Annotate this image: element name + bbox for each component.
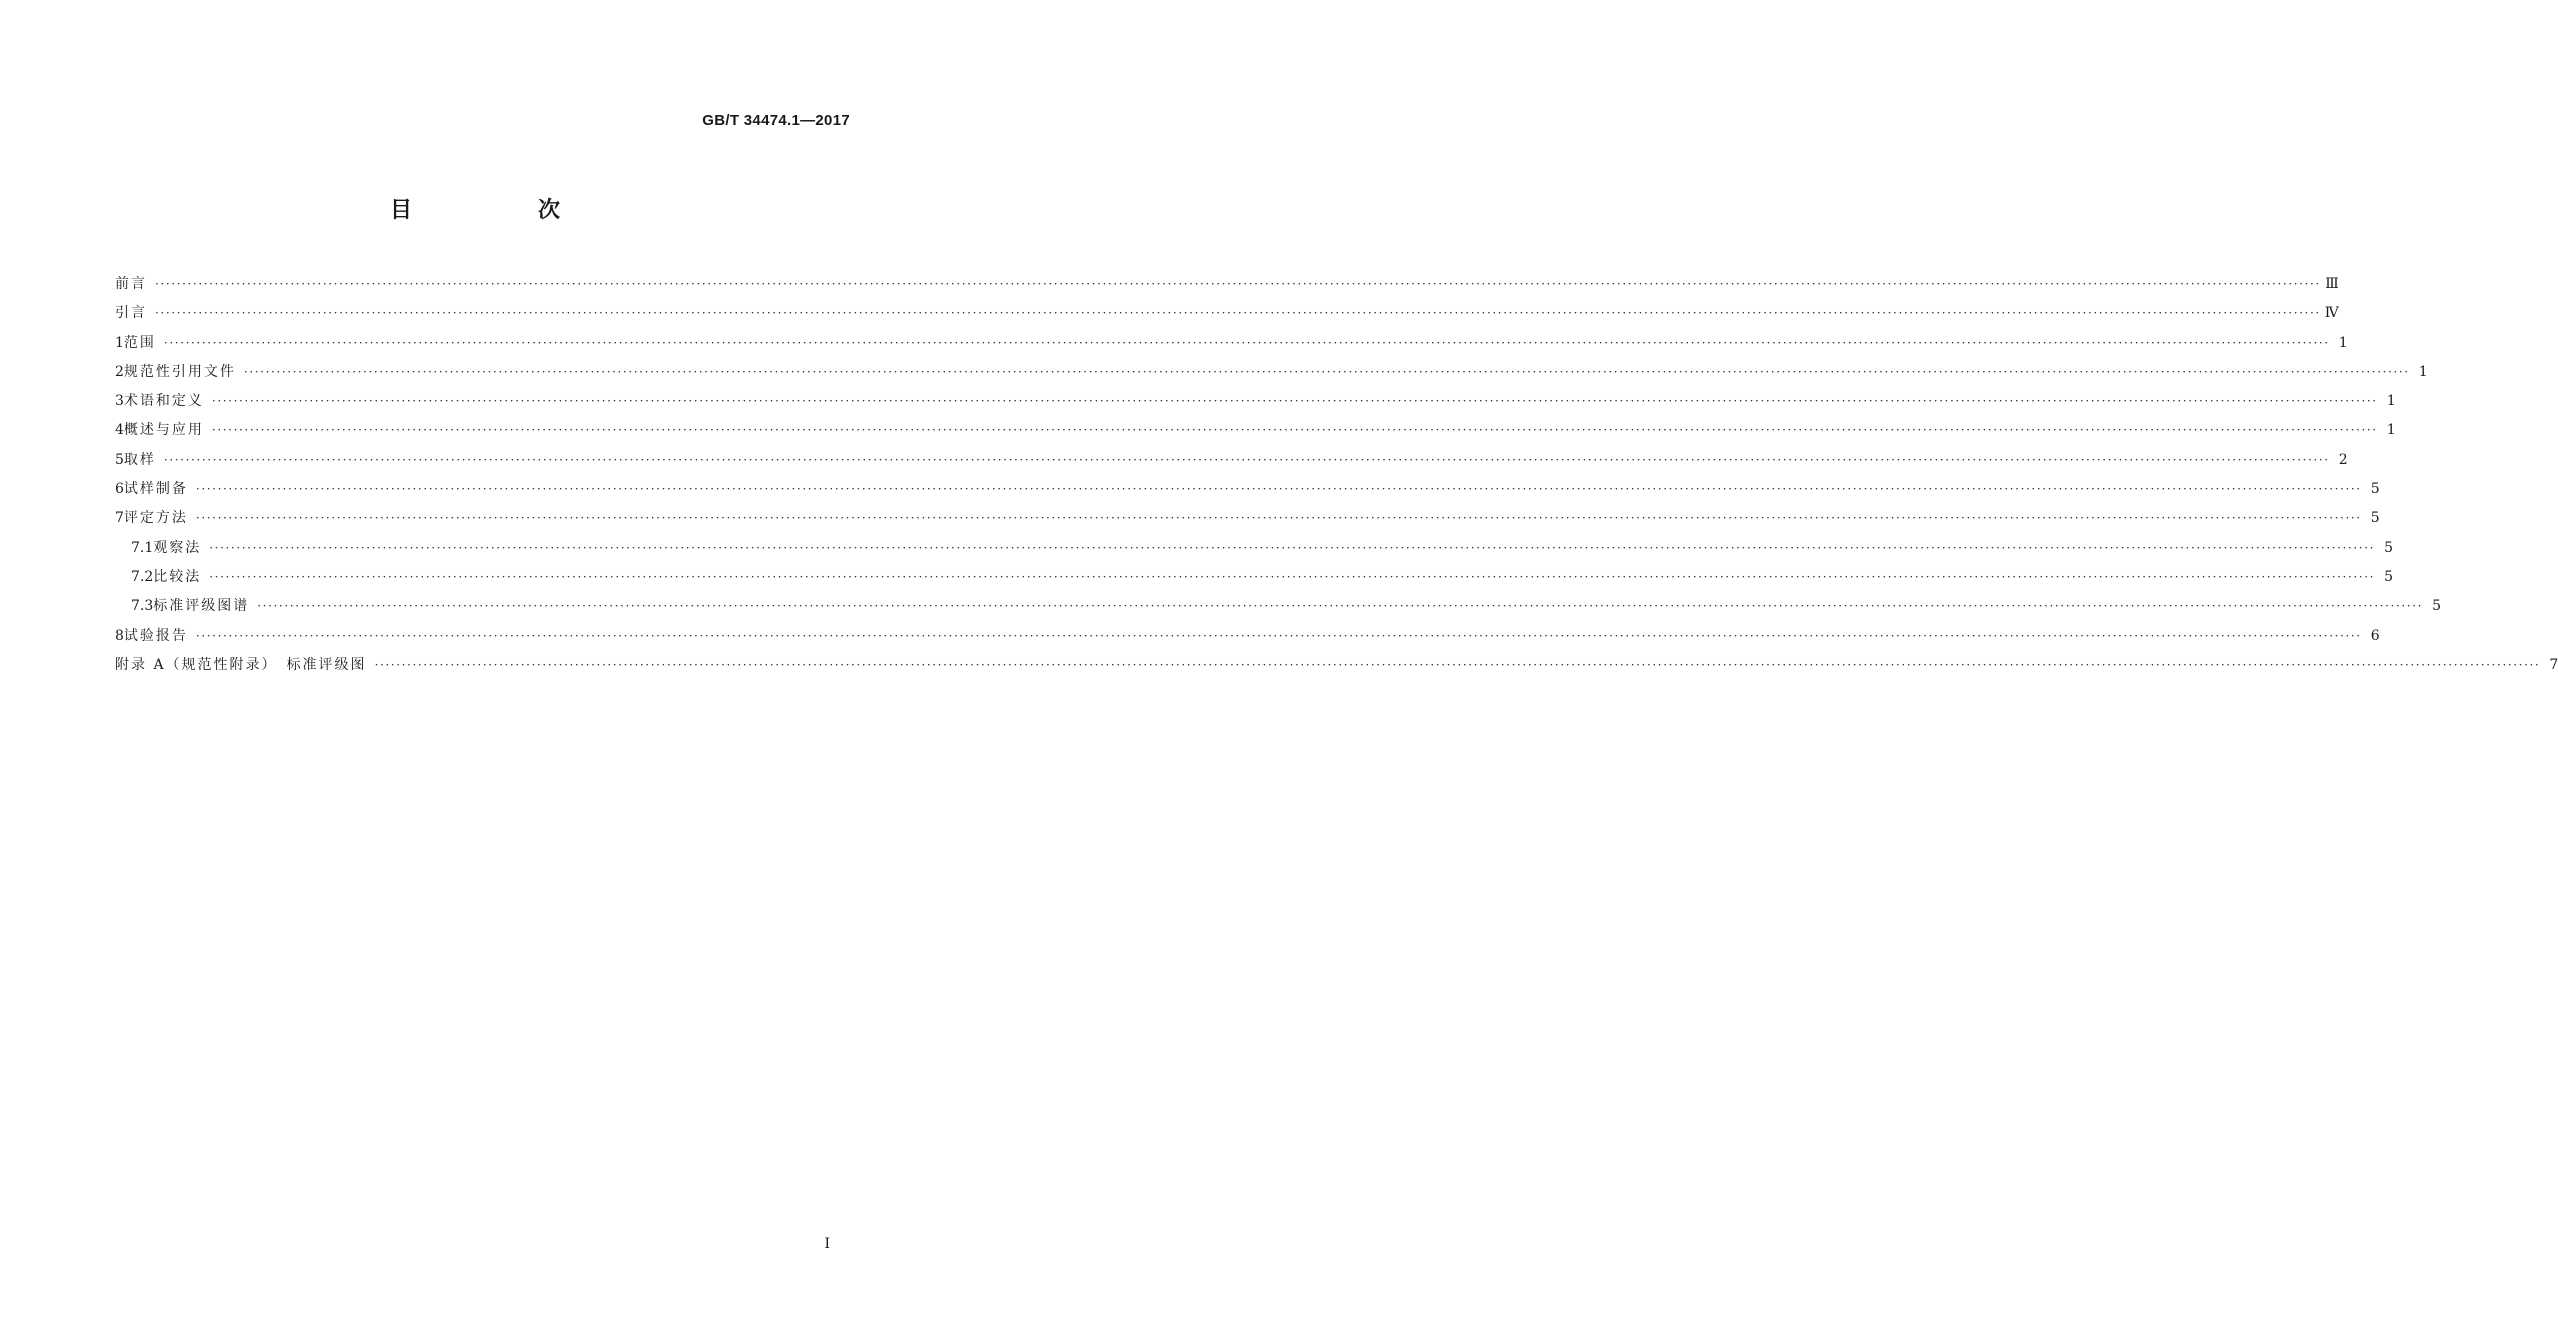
toc-subentry[interactable] <box>115 534 2394 563</box>
toc-entry-label: 前言 <box>115 276 147 292</box>
toc-entry[interactable] <box>115 504 2380 533</box>
toc-entry-label: 观察法 <box>153 539 202 556</box>
toc-entry-label: 标准评级图谱 <box>153 598 250 615</box>
toc-entry-number: 1 <box>115 334 124 351</box>
toc-entry-label: 试验报告 <box>123 627 188 644</box>
toc-leader-dots: ················································································································································································································································································································································································································ <box>209 540 2376 555</box>
toc-entry[interactable] <box>115 446 2348 475</box>
toc-leader-dots: ················································································································································································································································································································································································································ <box>155 306 2321 321</box>
toc-entry-number: 7 <box>115 510 124 527</box>
toc-entry-page: Ⅲ <box>2325 276 2339 292</box>
toc-entry-number: 7.3 <box>131 598 154 615</box>
toc-entry[interactable] <box>115 270 2339 299</box>
toc-leader-dots: ················································································································································································································································································································································································································ <box>163 335 2330 350</box>
toc-entry-page: Ⅳ <box>2324 305 2339 322</box>
toc-entry-page: 5 <box>2384 568 2394 585</box>
toc-entry-label: 附录 A（规范性附录） 标准评级图 <box>115 656 367 673</box>
toc-entry[interactable] <box>115 329 2348 358</box>
toc-leader-dots: ················································································································································································································································································································································································································ <box>257 599 2424 614</box>
toc-entry-page: 7 <box>2549 656 2558 673</box>
toc-entry-appendix[interactable] <box>115 651 2558 680</box>
toc-entry-page: 1 <box>2338 334 2348 351</box>
toc-entry-label: 引言 <box>115 305 147 322</box>
toc-entry-number: 2 <box>115 363 124 380</box>
toc-entry[interactable] <box>115 475 2380 504</box>
toc-entry-number: 7.2 <box>131 568 154 585</box>
toc-entry-number: 5 <box>115 451 124 468</box>
toc-entry-label: 比较法 <box>153 568 202 585</box>
toc-entry-label: 规范性引用文件 <box>123 363 236 380</box>
toc-entry-label: 范围 <box>123 334 156 351</box>
toc-subentry[interactable] <box>115 563 2394 592</box>
toc-entry[interactable] <box>115 387 2396 416</box>
toc-leader-dots: ················································································································································································································································································································································································································ <box>163 452 2330 467</box>
page-number: I <box>824 1236 830 1252</box>
toc-entry-label: 概述与应用 <box>123 422 204 439</box>
toc-leader-dots: ················································································································································································································································································································································································································ <box>155 277 2321 291</box>
toc-entry-number: 3 <box>115 393 124 410</box>
page-title: 目 次 <box>389 198 612 223</box>
toc-leader-dots: ················································································································································································································································································································································································································ <box>211 394 2378 409</box>
toc-leader-dots: ················································································································································································································································································································································································································ <box>195 511 2362 526</box>
toc-subentry[interactable] <box>115 592 2442 621</box>
toc-leader-dots: ················································································································································································································································································································································································································ <box>374 657 2541 672</box>
toc-entry-number: 7.1 <box>131 539 154 556</box>
toc-entry-page: 1 <box>2418 363 2428 380</box>
toc-entry-page: 5 <box>2432 598 2442 615</box>
toc-entry-number: 6 <box>115 481 124 498</box>
toc-entry-label: 取样 <box>123 451 156 468</box>
toc-entry[interactable] <box>115 416 2396 445</box>
toc-leader-dots: ················································································································································································································································································································································································································ <box>195 628 2362 643</box>
toc-entry-number: 8 <box>115 627 124 644</box>
standard-code: GB/T 34474.1—2017 <box>702 112 850 129</box>
toc-entry-page: 5 <box>2370 481 2380 498</box>
toc-leader-dots: ················································································································································································································································································································································································································ <box>243 364 2410 379</box>
toc-entry-page: 6 <box>2370 627 2380 644</box>
toc-entry-page: 5 <box>2370 510 2380 527</box>
table-of-contents <box>115 270 2558 680</box>
toc-entry[interactable] <box>115 358 2428 387</box>
toc-entry-page: 5 <box>2384 539 2394 556</box>
toc-entry-label: 术语和定义 <box>123 393 204 410</box>
toc-entry-page: 1 <box>2386 393 2396 410</box>
toc-leader-dots: ················································································································································································································································································································································································································ <box>211 423 2378 438</box>
toc-entry-label: 评定方法 <box>123 510 188 527</box>
toc-entry-number: 4 <box>115 422 124 439</box>
toc-entry-label: 试样制备 <box>123 481 188 498</box>
toc-leader-dots: ················································································································································································································································································································································································································ <box>195 482 2362 497</box>
toc-entry[interactable] <box>115 299 2339 328</box>
toc-entry-page: 2 <box>2338 451 2348 468</box>
toc-entry[interactable] <box>115 622 2380 651</box>
toc-leader-dots: ················································································································································································································································································································································································································ <box>209 569 2376 584</box>
toc-entry-page: 1 <box>2386 422 2396 439</box>
